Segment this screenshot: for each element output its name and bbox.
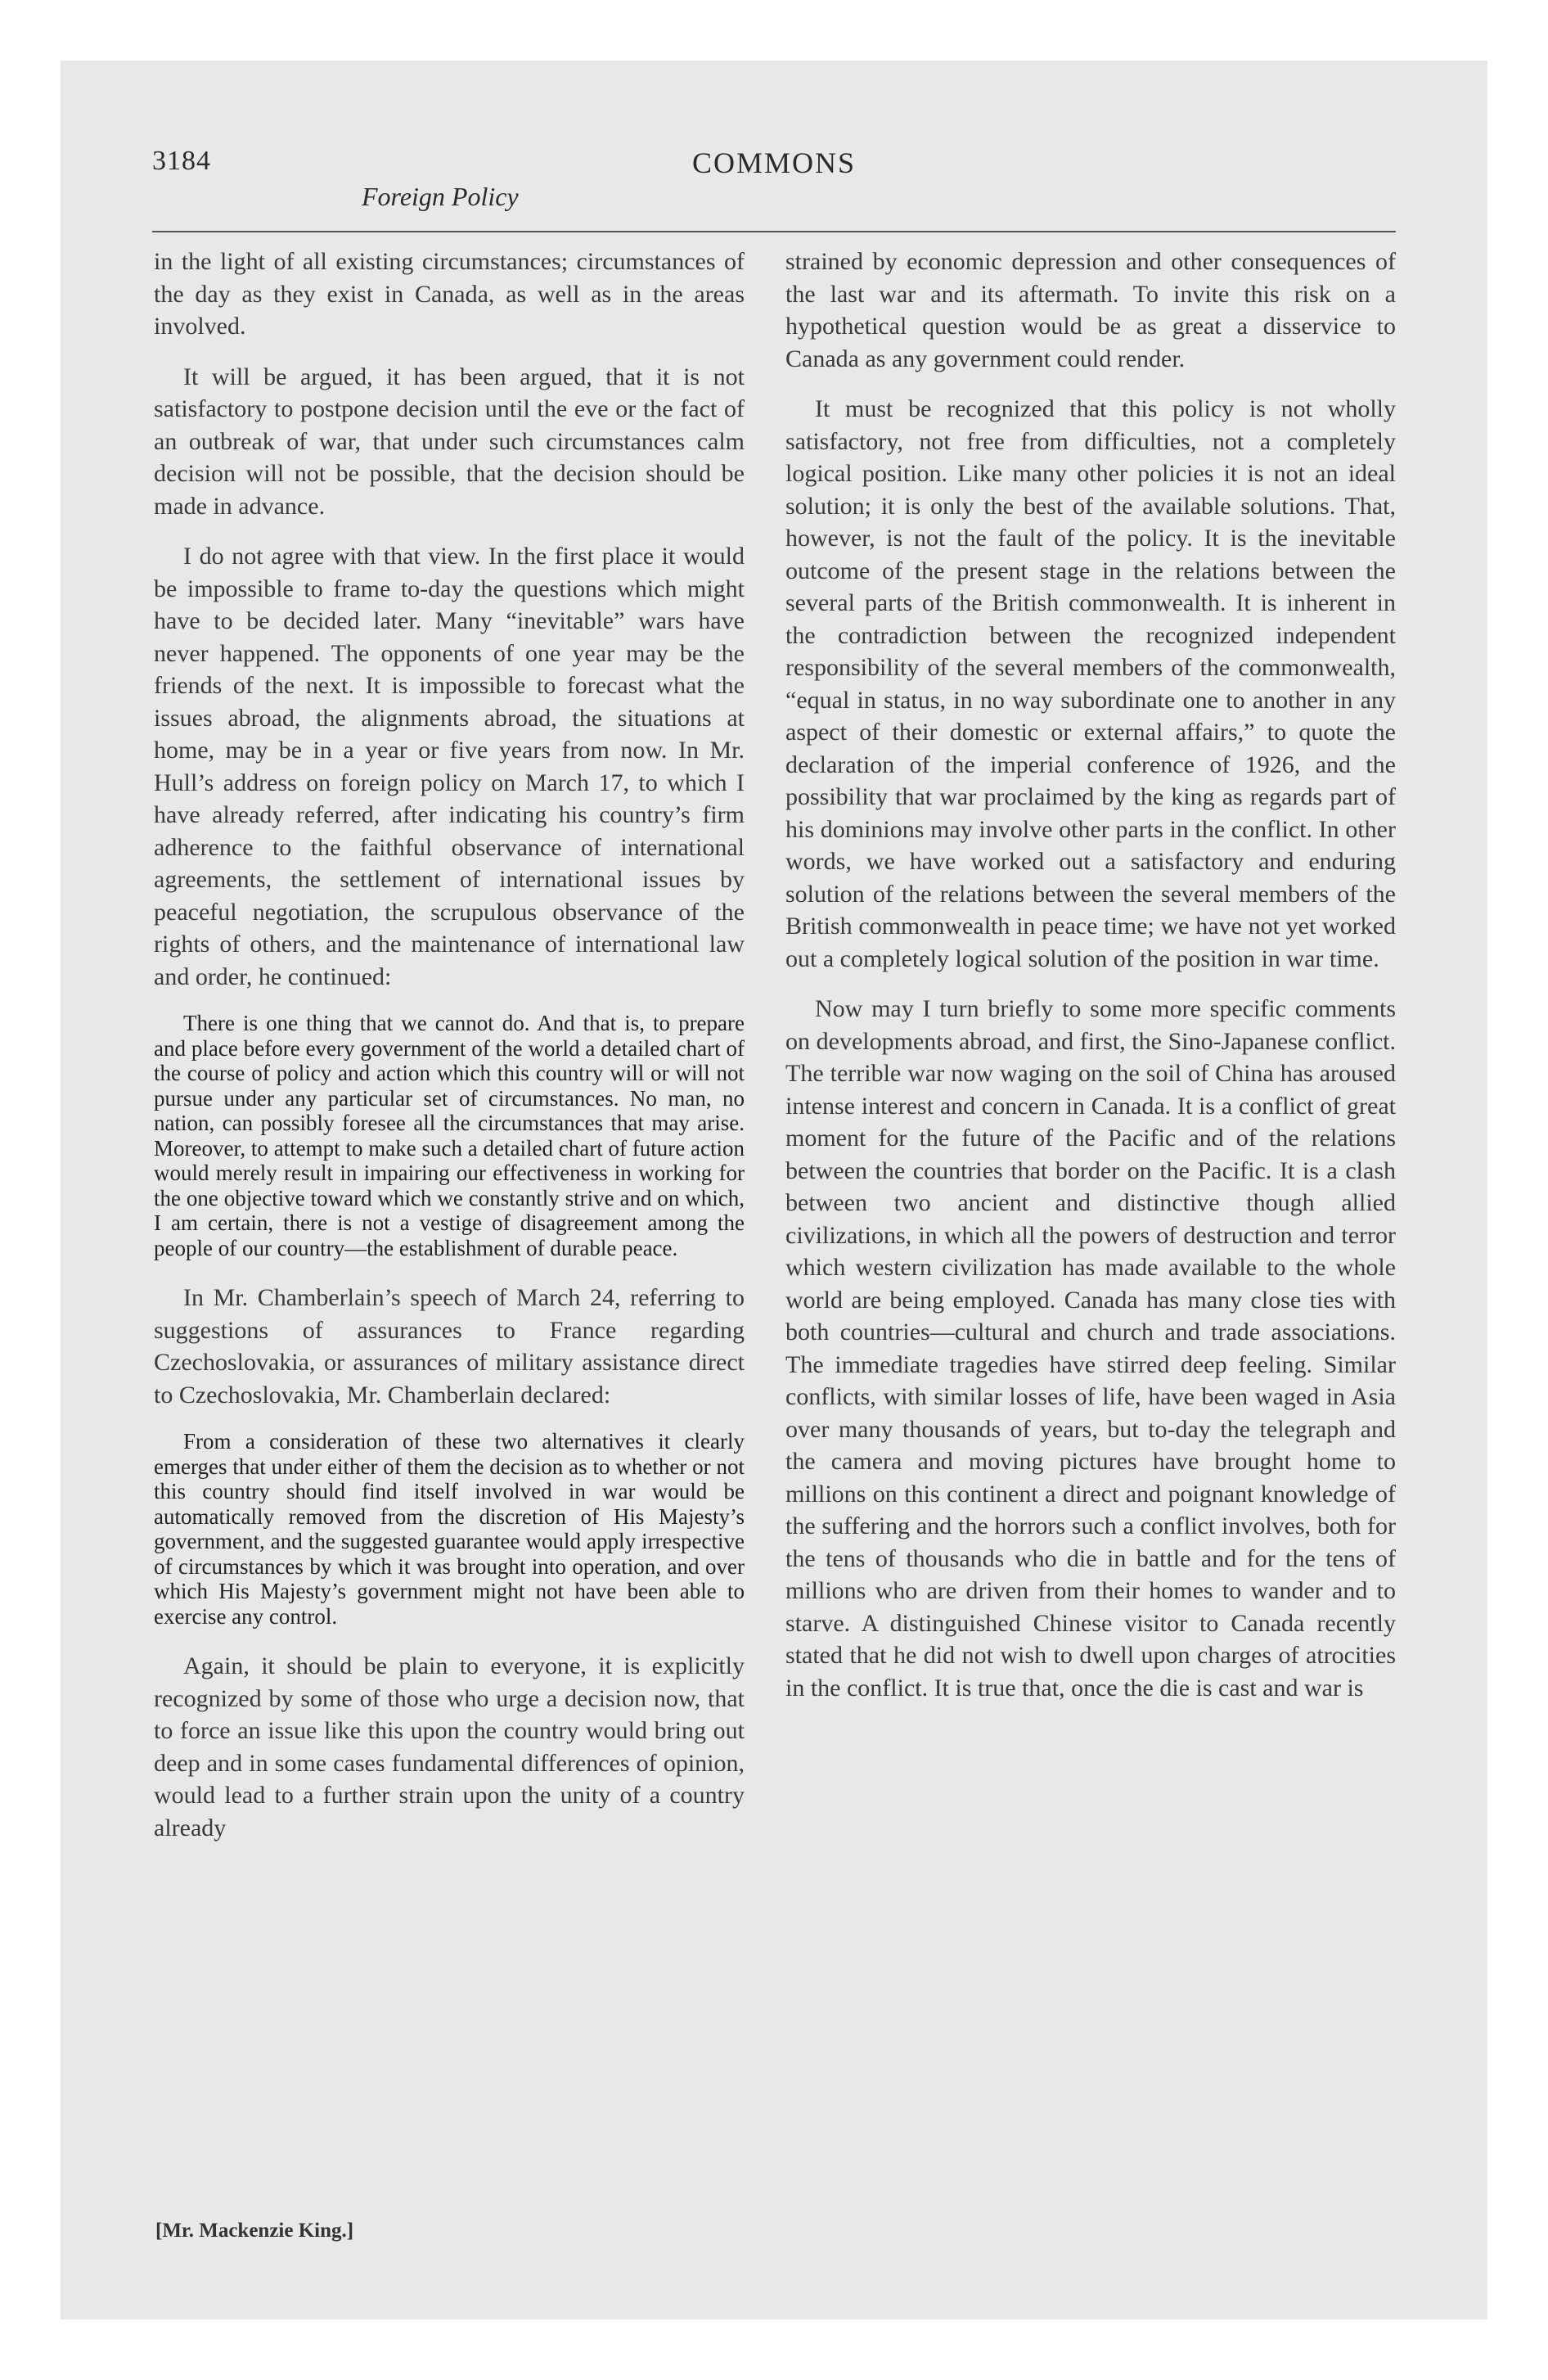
paragraph: It will be argued, it has been argued, that it is not satisfactory to postpone decision until the eve or the fact of an outbreak of war, that under such circumstances calm decision will not be possible, that the decision should be made in advance. [154, 363, 745, 520]
paragraph: in the light of all existing circumstances; circumstances of the day as they exist in Canada, as well as in the areas involved. [154, 248, 745, 340]
paragraph: Now may I turn briefly to some more specific comments on developments abroad, and first, the Sino-Japanese conflict. The terrible war now waging on the soil of China has aroused intense interest and concern in Canada. It is a conflict of great moment for the future of the Pacific and of the relations between the countries that border on the Pacific. It is a clash between two ancient and distinctive though allied civilizations, in which all the powers of destruction and terror which western civilization has made available to the whole world are being employed. Canada has many close ties with both countries—cultural and church and trade associations. The immediate tragedies have stirred deep feeling. Similar conflicts, with similar losses of life, have been waged in Asia over many thousands of years, but to-day the telegraph and the camera and moving pictures have brought home to millions on this continent a direct and poignant knowledge of the suffering and the horrors such a conflict involves, both for the tens of thousands who die in battle and for the tens of millions who are driven from their homes to wander and to starve. A distinguished Chinese visitor to Canada recently stated that he did not wish to dwell upon charges of atrocities in the conflict. It is true that, once the die is cast and war is [785, 995, 1396, 1702]
paragraph: Again, it should be plain to everyone, it is explicitly recognized by some of those who urge a decision now, that to force an issue like this upon the country would bring out deep and in some cases fundamental differences of opinion, would lead to a further strain upon the unity of a country already [154, 1652, 745, 1841]
paragraph: I do not agree with that view. In the first place it would be impossible to frame to-day the questions which might have to be decided later. Many “inevitable” wars have never happened. The opponents of one year may be the friends of the next. It is impossible to forecast what the issues abroad, the alignments abroad, the situations at home, may be in a year or five years from now. In Mr. Hull’s address on foreign policy on March 17, to which I have already referred, after indicating his country’s firm adherence to the faithful observance of international agreements, the settlement of international issues by peaceful negotiation, the scrupulous observance of the rights of others, and the maintenance of international law and order, he continued: [154, 543, 745, 990]
speaker-footer: [Mr. Mackenzie King.] [155, 2220, 354, 2242]
right-column [785, 246, 1396, 1722]
left-column [154, 246, 745, 1862]
block-quote: From a consideration of these two alternatives it clearly emerges that under either of them the decision as to whether or not this country should find itself involved in war would be automatically removed from the discretion of His Majesty’s government, and the suggested guarantee would apply irrespective of circumstances by which it was brought into operation, and over which His Majesty’s government might not have been able to exercise any control. [154, 1429, 745, 1629]
page-header-title: COMMONS [691, 146, 857, 179]
paragraph: strained by economic depression and other consequences of the last war and its aftermath. To invite this risk on a hypothetical question would be as great a disservice to Canada as any government could render. [785, 248, 1396, 372]
section-title: Foreign Policy [362, 182, 519, 211]
paragraph: It must be recognized that this policy is not wholly satisfactory, not free from difficulties, not a completely logical position. Like many other policies it is not an ideal solution; it is only the best of the available solutions. That, however, is not the fault of the policy. It is the inevitable outcome of the present stage in the relations between the several parts of the British commonwealth. It is inherent in the contradiction between the recognized independent responsibility of the several members of the commonwealth, “equal in status, in no way subordinate one to another in any aspect of their domestic or external affairs,” to quote the declaration of the imperial conference of 1926, and the possibility that war proclaimed by the king as regards part of his dominions may involve other parts in the conflict. In other words, we have worked out a satisfactory and enduring solution of the relations between the several members of the British commonwealth in peace time; we have not yet worked out a completely logical solution of the position in war time. [785, 395, 1396, 972]
page-number: 3184 [152, 146, 211, 176]
header-rule [152, 231, 1396, 232]
block-quote: There is one thing that we cannot do. And that is, to prepare and place before every government of the world a detailed chart of the course of policy and action which this country will or will not pursue under any particular set of circumstances. No man, no nation, can possibly foresee all the circumstances that may arise. Moreover, to attempt to make such a detailed chart of future action would merely result in impairing our effectiveness in working for the one objective toward which we constantly strive and on which, I am certain, there is not a vestige of disagreement among the people of our country—the establishment of durable peace. [154, 1011, 745, 1260]
paragraph: In Mr. Chamberlain’s speech of March 24, referring to suggestions of assurances to France regarding Czechoslovakia, or assurances of military assistance direct to Czechoslovakia, Mr. Chamberlain declared: [154, 1284, 745, 1409]
